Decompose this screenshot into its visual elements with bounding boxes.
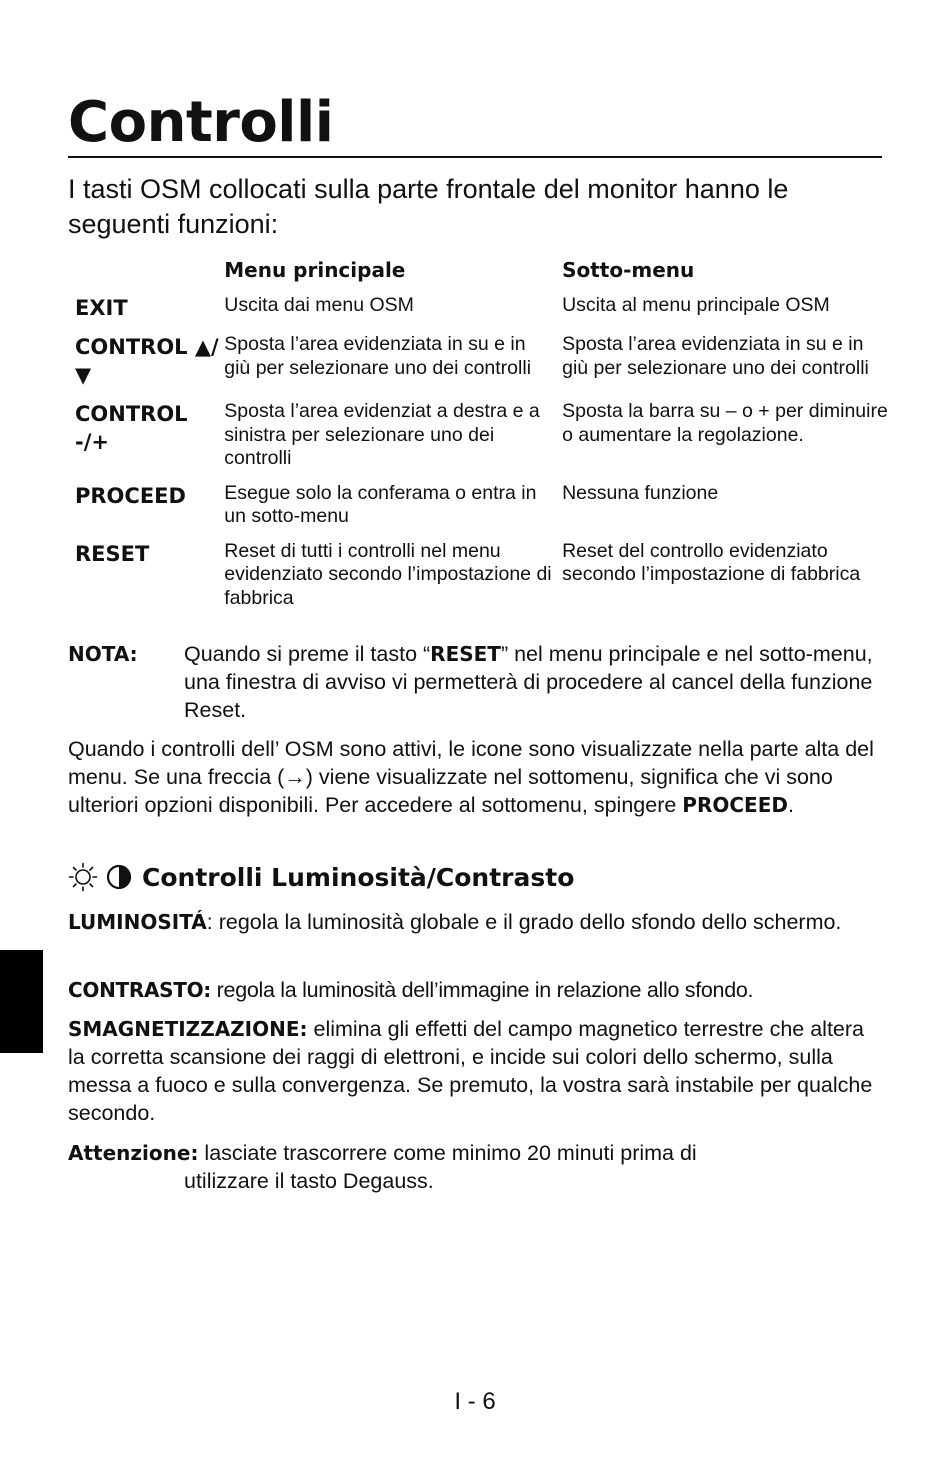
contrasto-paragraph: CONTRASTO: regola la luminosità dell’immagine in relazione allo sfondo.: [68, 978, 754, 1002]
main-menu-function: Reset di tutti i controlli nel menu evidenziato secondo l’impostazione di fabbrica: [224, 539, 552, 609]
contrast-icon: [106, 864, 132, 890]
table-row: [68, 540, 888, 622]
note-text: Quando si preme il tasto “RESET” nel menu principale e nel sotto-menu, una finestra di avviso vi permetterà di procedere al cancel della funzione Reset.: [184, 642, 873, 722]
submenu-function: Uscita al menu principale OSM: [562, 294, 830, 316]
table-header-row: [68, 256, 888, 294]
submenu-function: Nessuna funzione: [562, 481, 719, 504]
main-menu-function: Esegue solo la conferama o entra in un sotto-menu: [224, 481, 537, 527]
controls-table: [68, 256, 888, 621]
sun-icon: [68, 862, 98, 892]
table-header-key: [68, 256, 224, 294]
smagnetizzazione-label: SMAGNETIZZAZIONE:: [68, 1017, 308, 1041]
table-row: [68, 294, 888, 333]
main-menu-function: Sposta l’area evidenziata in su e in giù per selezionare uno dei controlli: [224, 333, 532, 379]
control-key: CONTROL ▲/▼: [75, 335, 219, 387]
control-key: CONTROL -/+: [75, 402, 188, 454]
control-key: EXIT: [75, 296, 128, 320]
intro-text: I tasti OSM collocati sulla parte frontale del monitor hanno le seguenti funzioni:: [68, 174, 789, 239]
control-key: RESET: [75, 541, 150, 566]
title-divider: [68, 156, 882, 158]
smagnetizzazione-paragraph: SMAGNETIZZAZIONE: elimina gli effetti del campo magnetico terrestre che altera la corretta scansione dei raggi di elettroni, e incide sui colori dello schermo, sulla messa a fuoco e sulla convergenza. Se premuto, la vostra sarà instabile per qualche secondo.: [68, 1017, 873, 1125]
section-title: Controlli Luminosità/Contrasto: [142, 863, 575, 892]
submenu-function: Sposta la barra su – o + per diminuire o aumentare la regolazione.: [562, 400, 888, 446]
attention-label: Attenzione:: [68, 1141, 199, 1165]
note-block: [68, 640, 888, 724]
table-row: [68, 482, 888, 540]
attention-block: Attenzione: lasciate trascorrere come minimo 20 minuti prima di utilizzare il tasto Degauss.: [68, 1141, 697, 1193]
main-menu-function: Sposta l’area evidenziat a destra e a sinistra per selezionare uno dei controlli: [224, 400, 540, 469]
luminosita-paragraph: LUMINOSITÁ: regola la luminosità globale e il grado dello sfondo dello schermo.: [68, 910, 842, 934]
main-menu-function: Uscita dai menu OSM: [224, 294, 414, 316]
table-row: [68, 400, 888, 482]
table-header-submenu: Sotto-menu: [562, 258, 695, 282]
note-label: NOTA:: [68, 642, 138, 666]
osm-paragraph: Quando i controlli dell’ OSM sono attivi, le icone sono visualizzate nella parte alta del menu. Se una freccia (→) viene visualizzate nel sottomenu, significa che vi sono ulteriori opzioni disponibili. Per accedere al sottomenu, spingere PROCEED.: [68, 737, 874, 817]
proceed-keyword: PROCEED: [682, 793, 788, 817]
control-key: PROCEED: [75, 483, 186, 508]
section-heading: [68, 860, 888, 900]
submenu-function: Reset del controllo evidenziato secondo l’impostazione di fabbrica: [562, 539, 861, 585]
page-number: I - 6: [454, 1388, 496, 1415]
submenu-function: Sposta l’area evidenziata in su e in giù per selezionare uno dei controlli: [562, 333, 869, 379]
table-row: [68, 333, 888, 400]
luminosita-label: LUMINOSITÁ: [68, 910, 207, 934]
reset-keyword: RESET: [430, 642, 501, 666]
side-tab-marker: [0, 950, 43, 1053]
contrasto-label: CONTRASTO:: [68, 978, 211, 1002]
page-title: Controlli: [68, 90, 334, 155]
table-header-main-menu: Menu principale: [224, 258, 406, 282]
